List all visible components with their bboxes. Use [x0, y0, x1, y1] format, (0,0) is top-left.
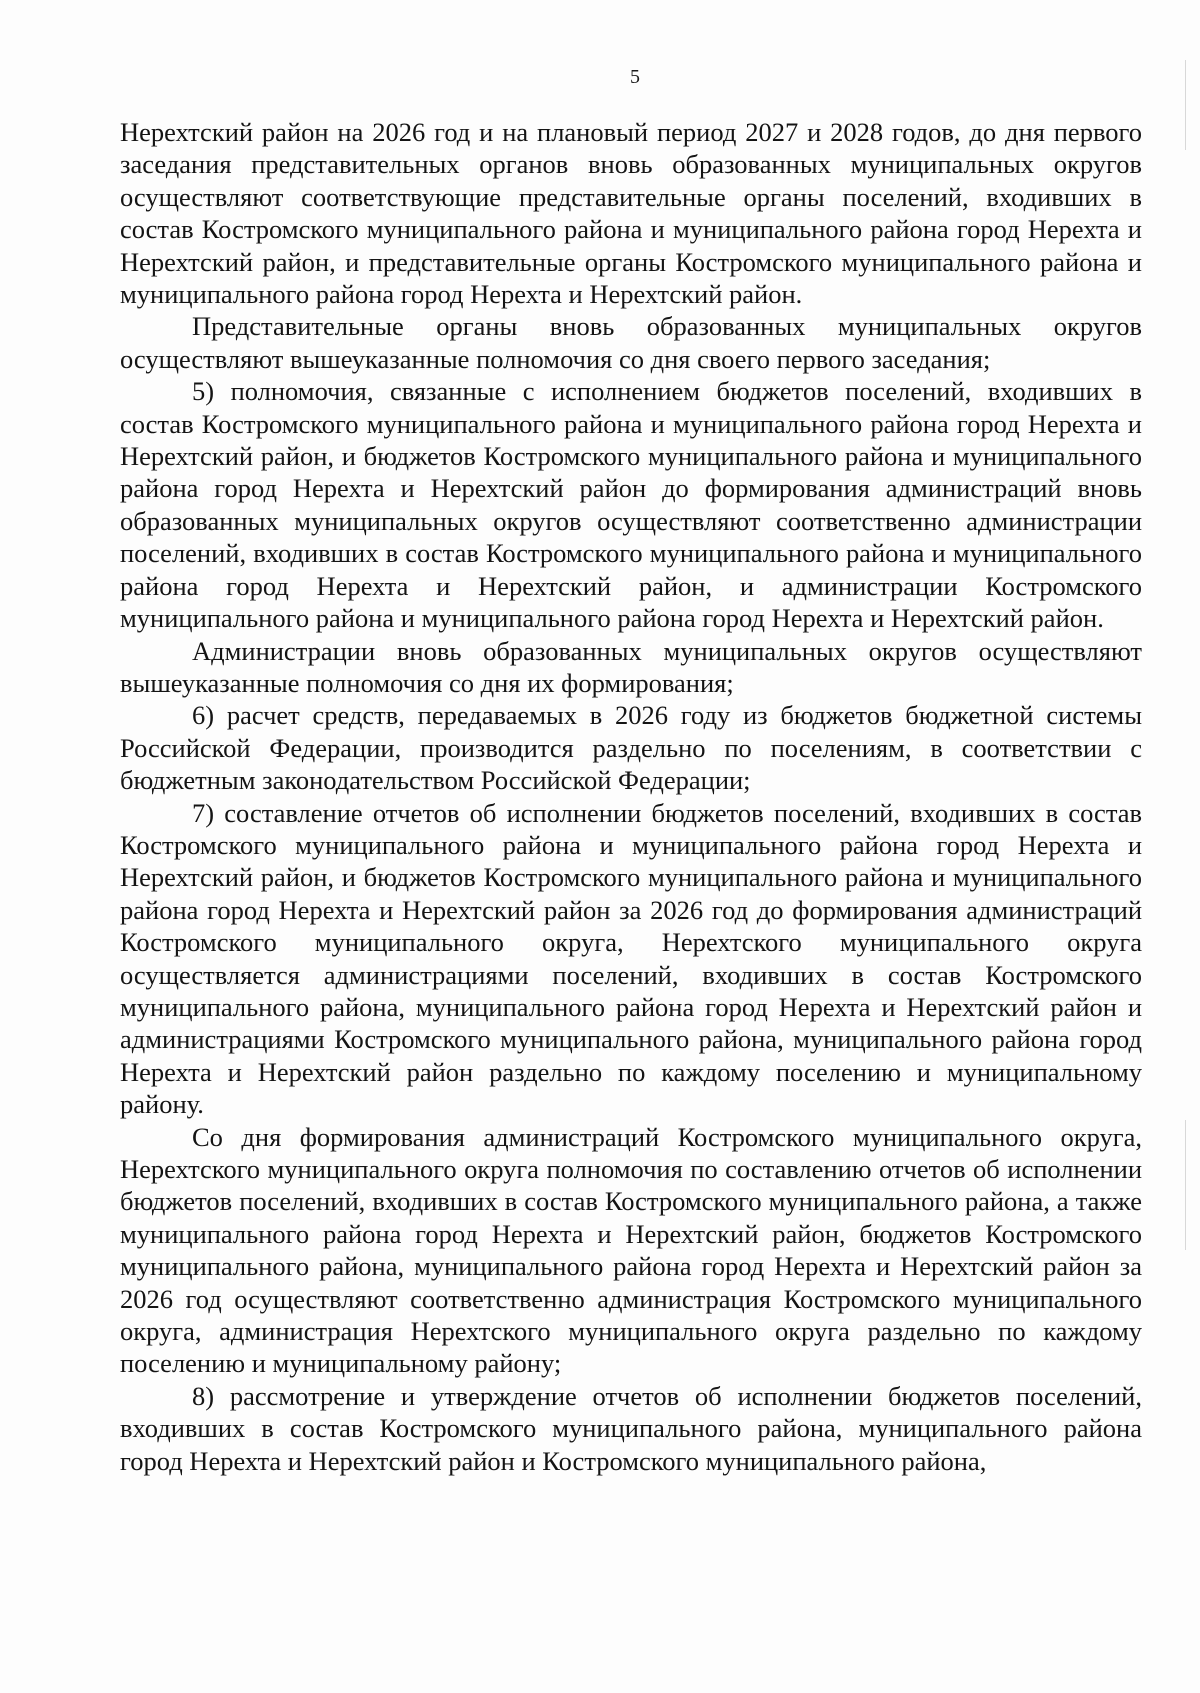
page-number: 5 [630, 66, 640, 88]
paragraph-item-8: 8) рассмотрение и утверждение отчетов об исполнении бюджетов поселений, входивших в состав Костромского муниципального района, муниципального района город Нерехта и Нерехтский район и Костромского муниципального района, [120, 1380, 1142, 1476]
paragraph-item-5: 5) полномочия, связанные с исполнением бюджетов поселений, входивших в состав Костромского муниципального района и муниципального района город Нерехта и Нерехтский район, и бюджетов Костромского муниципального района и муниципального района город Нерехта и Нерехтский район до формирования администраций вновь образованных муниципальных округов осуществляют соответственно администрации поселений, входивших в состав Костромского муниципального района и муниципального района город Нерехта и Нерехтский район, и администрации Костромского муниципального района и муниципального района город Нерехта и Нерехтский район. [120, 376, 1142, 634]
paragraph-reporting-authority: Со дня формирования администраций Костромского муниципального округа, Нерехтского муниципального округа полномочия по составлению отчетов об исполнении бюджетов поселений, входивших в состав Костромского муниципального района, а также муниципального района город Нерехта и Нерехтский район, бюджетов Костромского муниципального района, муниципального района город Нерехта и Нерехтский район за 2026 год осуществляют соответственно администрация Костромского муниципального округа, администрация Нерехтского муниципального округа раздельно по каждому поселению и муниципальному району; [120, 1121, 1142, 1379]
paragraph-continuation: Нерехтский район на 2026 год и на плановый период 2027 и 2028 годов, до дня первого заседания представительных органов вновь образованных муниципальных округов осуществляют соответствующие представительные органы поселений, входивших в состав Костромского муниципального района и муниципального района город Нерехта и Нерехтский район, и представительные органы Костромского муниципального района и муниципального района город Нерехта и Нерехтский район. [120, 117, 1142, 310]
scan-edge-mark [1185, 60, 1186, 150]
paragraph-item-7: 7) составление отчетов об исполнении бюджетов поселений, входивших в состав Костромского муниципального района и муниципального района город Нерехта и Нерехтский район, и бюджетов Костромского муниципального района и муниципального района город Нерехта и Нерехтский район за 2026 год до формирования администраций Костромского муниципального округа, Нерехтского муниципального округа осуществляется администрациями поселений, входивших в состав Костромского муниципального района, муниципального района город Нерехта и Нерехтский район и администрациями Костромского муниципального района, муниципального района город Нерехта и Нерехтский район раздельно по каждому поселению и муниципальному району. [120, 797, 1142, 1120]
scan-edge-mark [1185, 1120, 1186, 1250]
paragraph-representative-bodies: Представительные органы вновь образованных муниципальных округов осуществляют вышеуказанные полномочия со дня своего первого заседания; [120, 311, 1142, 374]
paragraph-item-6: 6) расчет средств, передаваемых в 2026 году из бюджетов бюджетной системы Российской Федерации, производится раздельно по поселениям, в соответствии с бюджетным законодательством Российской Федерации; [120, 700, 1142, 796]
paragraph-administrations: Администрации вновь образованных муниципальных округов осуществляют вышеуказанные полномочия со дня их формирования; [120, 635, 1142, 698]
document-body [120, 116, 1142, 1477]
